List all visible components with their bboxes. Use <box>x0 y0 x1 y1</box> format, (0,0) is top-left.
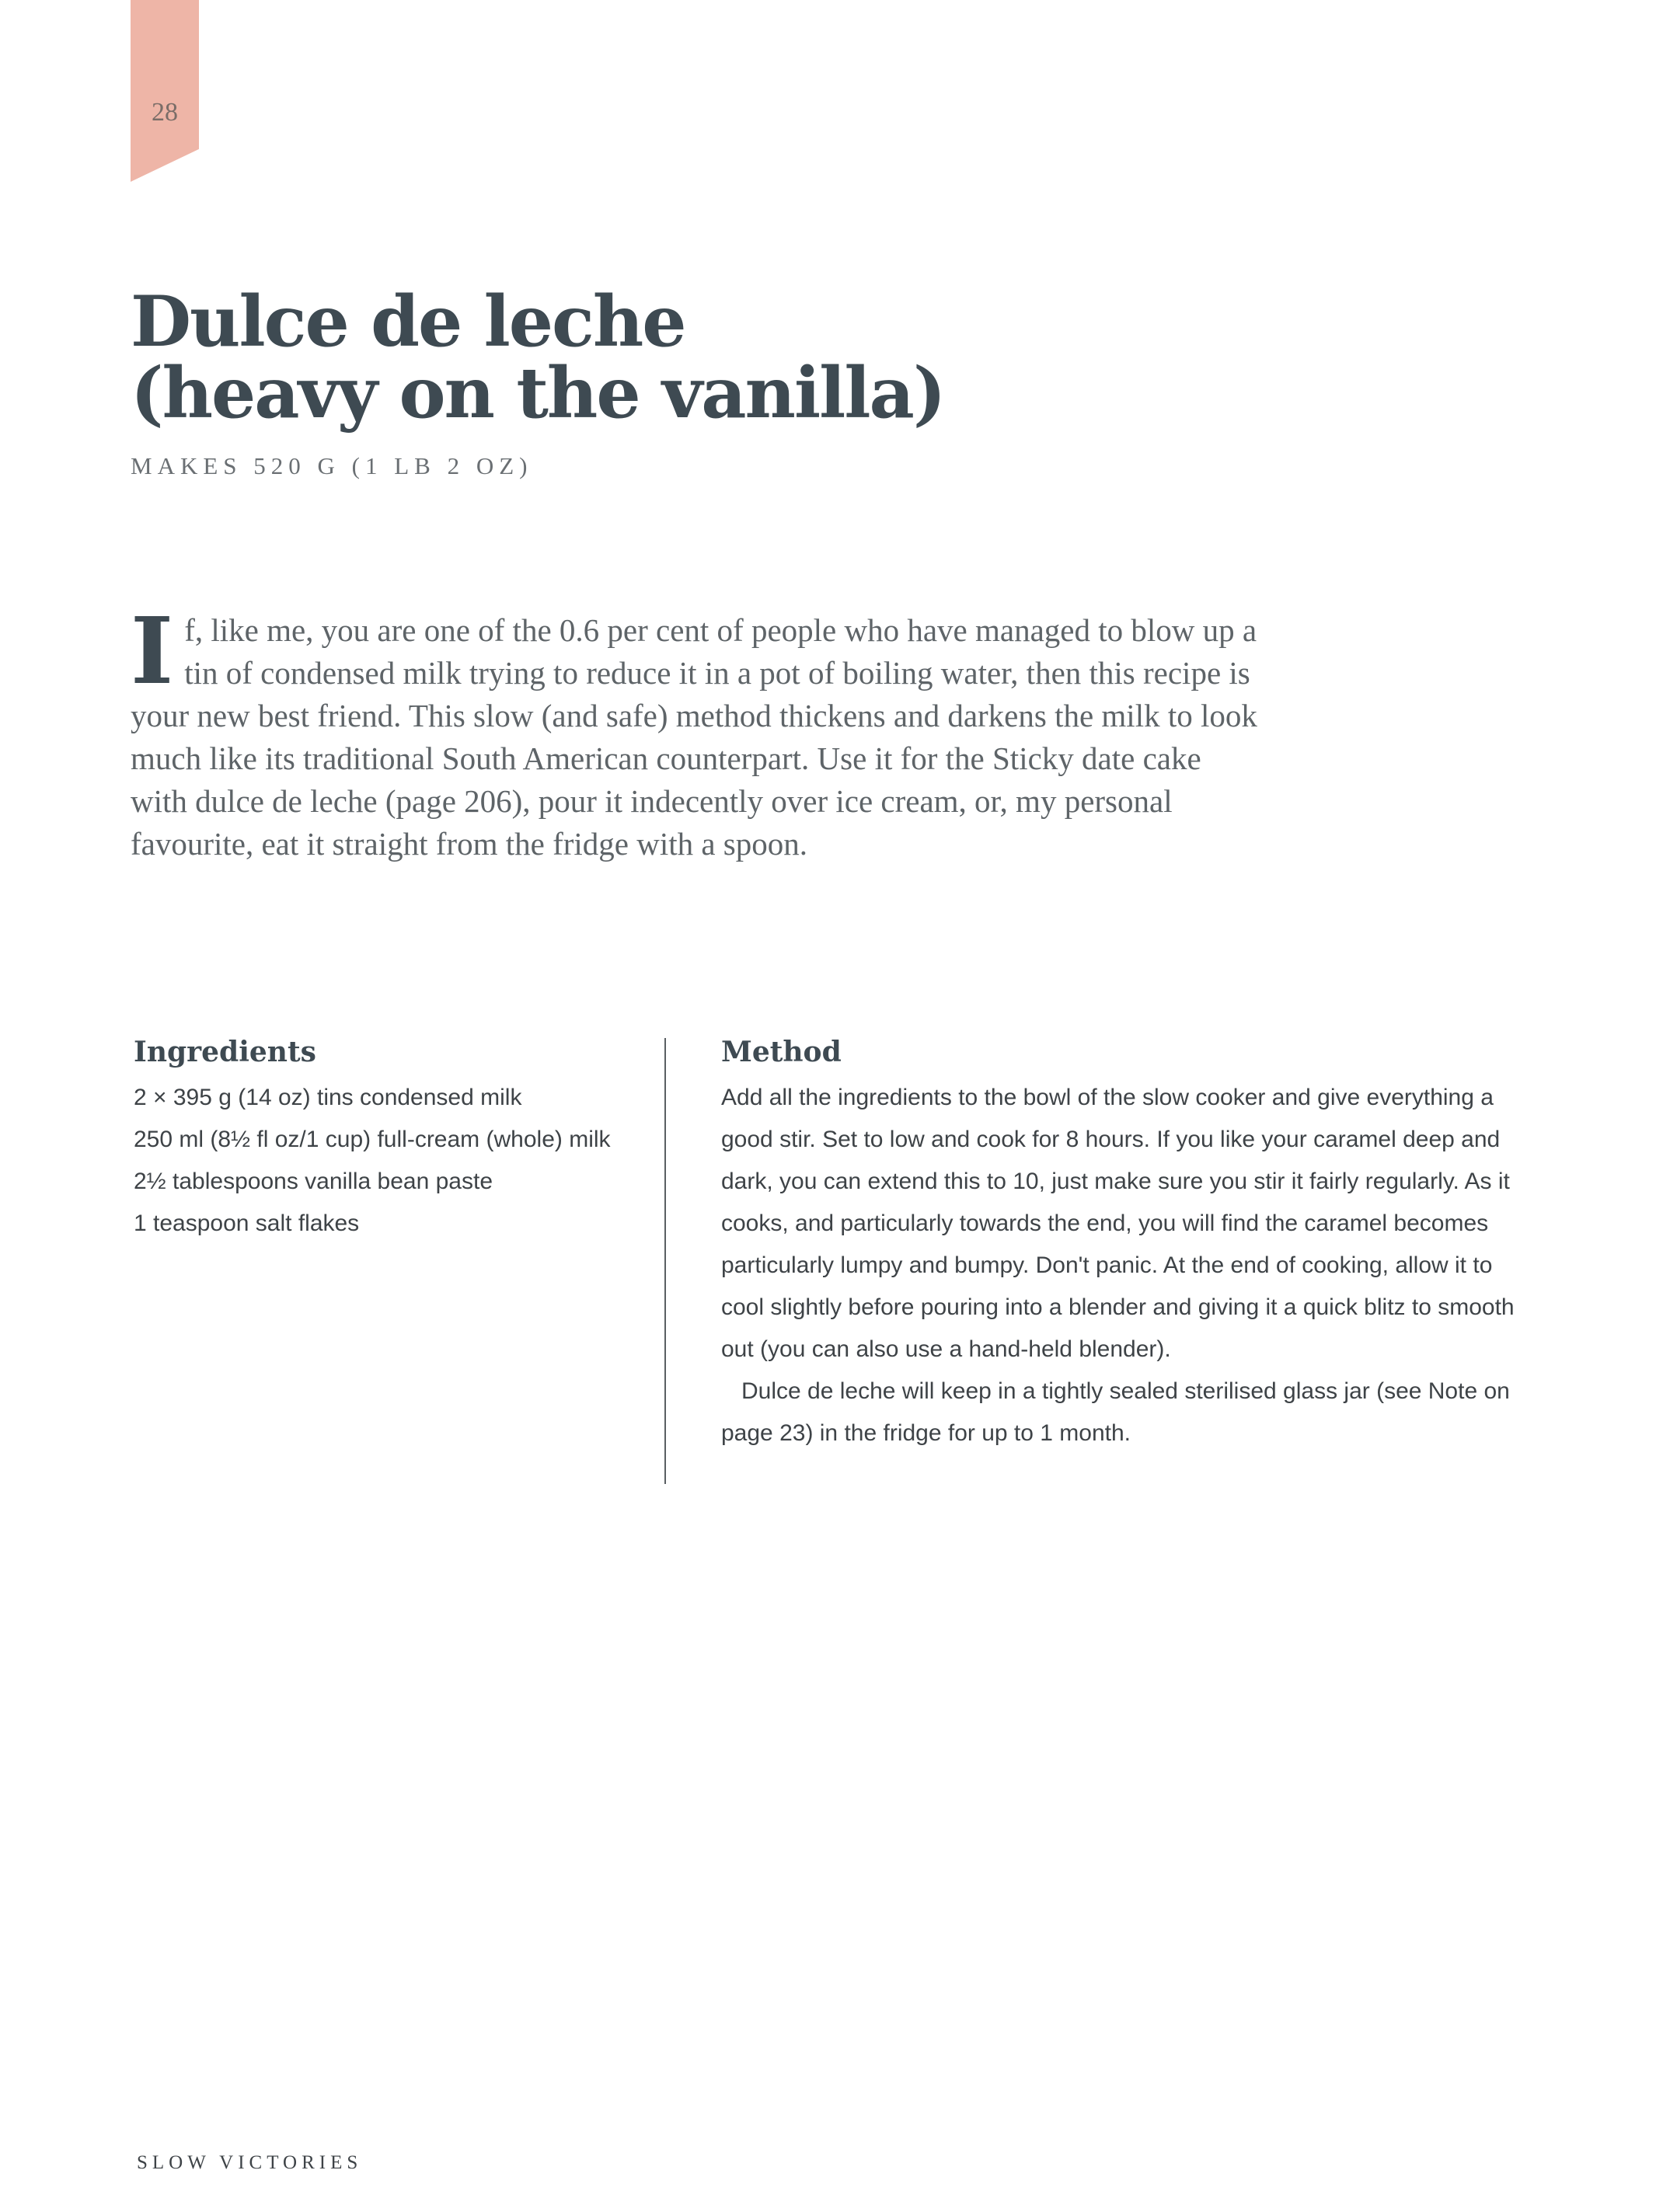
ingredient-item: 1 teaspoon salt flakes <box>134 1211 360 1236</box>
book-section-footer: SLOW VICTORIES <box>137 2152 363 2173</box>
ingredient-list <box>134 1077 631 1245</box>
recipe-title-line-1: Dulce de leche <box>131 280 685 363</box>
method-section <box>721 1033 1537 1454</box>
ingredient-item: 2 × 395 g (14 oz) tins condensed milk <box>134 1085 522 1110</box>
ingredients-section <box>134 1033 631 1245</box>
intro-drop-cap: I <box>131 597 174 705</box>
recipe-title-line-2: (heavy on the vanilla) <box>131 352 945 434</box>
method-paragraph: Add all the ingredients to the bowl of the slow cooker and give everything a good stir. Set to low and cook for 8 hours. If you like your caramel deep and dark, you can extend this to 10, just make sure you stir it fairly regularly. As it cooks, and particularly towards the end, you will find the caramel becomes particularly lumpy and bumpy. Don't panic. At the end of cooking, allow it to cool slightly before pouring into a blender and giving it a quick blitz to smooth out (you can also use a hand-held blender). <box>721 1085 1515 1362</box>
recipe-yield: MAKES 520 G (1 LB 2 OZ) <box>131 452 533 479</box>
ingredient-item: 250 ml (8½ fl oz/1 cup) full-cream (whole) milk <box>134 1127 611 1152</box>
method-heading: Method <box>721 1036 842 1068</box>
ingredients-heading: Ingredients <box>134 1036 316 1068</box>
intro-text: f, like me, you are one of the 0.6 per cent of people who have managed to blow up a tin of condensed milk trying to reduce it in a pot of boiling water, then this recipe is your new best friend. This slow (and safe) method thickens and darkens the milk to look much like its traditional South American counterpart. Use it for the Sticky date cake with dulce de leche (page 206), pour it indecently over ice cream, or, my personal favourite, eat it straight from the fridge with a spoon. <box>131 612 1257 862</box>
column-divider <box>664 1038 666 1484</box>
recipe-intro <box>131 597 1265 866</box>
page-number-tab <box>131 0 199 182</box>
page-number: 28 <box>152 98 178 127</box>
method-paragraph: Dulce de leche will keep in a tightly sealed sterilised glass jar (see Note on page 23) in the fridge for up to 1 month. <box>721 1378 1510 1446</box>
recipe-title <box>131 280 1296 434</box>
ingredient-item: 2½ tablespoons vanilla bean paste <box>134 1169 493 1194</box>
